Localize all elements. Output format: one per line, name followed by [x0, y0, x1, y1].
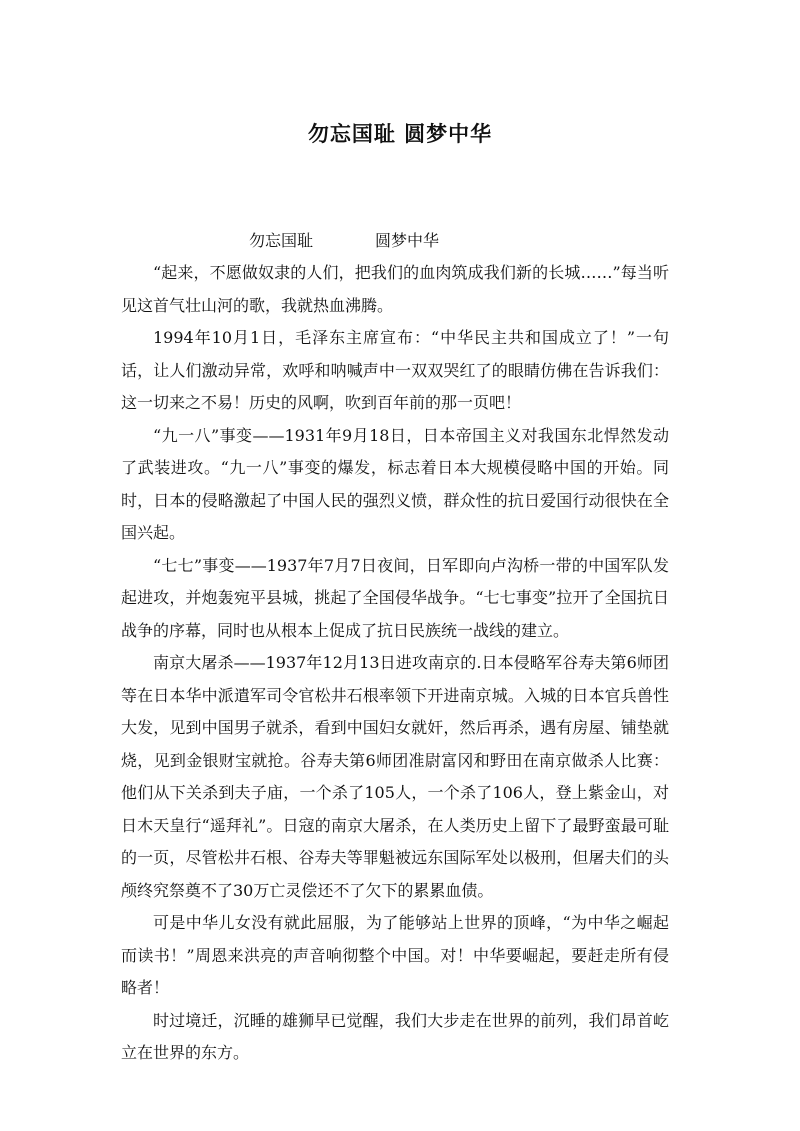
- paragraph-7: 时过境迁，沉睡的雄狮早已觉醒，我们大步走在世界的前列，我们昂首屹立在世界的东方。: [121, 1010, 669, 1062]
- subtitle-right: 圆梦中华: [375, 231, 440, 250]
- document-subtitle: [249, 228, 439, 251]
- paragraph-3: “九一八”事变——1931年9月18日，日本帝国主义对我国东北悍然发动了武装进攻。“九一八”事变的爆发，标志着日本大规模侵略中国的开始。同时，日本的侵略激起了中国人民的强烈义愤，群众性的抗日爱国行动很快在全国兴起。: [121, 425, 669, 542]
- paragraph-4: “七七”事变——1937年7月7日夜间，日军即向卢沟桥一带的中国军队发起进攻，并炮轰宛平县城，挑起了全国侵华战争。“七七事变”拉开了全国抗日战争的序幕，同时也从根本上促成了抗日民族统一战线的建立。: [121, 555, 669, 640]
- paragraph-6: 可是中华儿女没有就此屈服，为了能够站上世界的顶峰，“为中华之崛起而读书！”周恩来洪亮的声音响彻整个中国。对！中华要崛起，要赶走所有侵略者！: [121, 913, 669, 997]
- subtitle-left: 勿忘国耻: [249, 231, 314, 250]
- paragraph-5: 南京大屠杀——1937年12月13日进攻南京的.日本侵略军谷寿夫第6师团等在日本华中派遣军司令官松井石根率领下开进南京城。入城的日本官兵兽性大发，见到中国男子就杀，看到中国妇女就奸，然后再杀，遇有房屋、铺垫就烧，见到金银财宝就抢。谷寿夫第6师团准尉富冈和野田在南京做杀人比赛：他们从下关杀到夫子庙，一个杀了105人，一个杀了106人，登上紫金山，对日木天皇行“遥拜礼”。日寇的南京大屠杀，在人类历史上留下了最野蛮最可耻的一页，尽管松井石根、谷寿夫等罪魁被远东国际军处以极刑，但屠夫们的头颅终究祭奠不了30万亡灵偿还不了欠下的累累血债。: [121, 653, 669, 900]
- paragraph-2: 1994年10月1日，毛泽东主席宣布：“中华民主共和国成立了！”一句话，让人们激动异常，欢呼和呐喊声中一双双哭红了的眼睛仿佛在告诉我们：这一切来之不易！历史的风啊，吹到百年前的那一页吧！: [121, 328, 669, 412]
- paragraph-1: “起来，不愿做奴隶的人们，把我们的血肉筑成我们新的长城……”每当听见这首气壮山河的歌，我就热血沸腾。: [121, 263, 669, 315]
- document-body: [121, 257, 669, 1070]
- document-title: 勿忘国耻 圆梦中华: [307, 122, 493, 146]
